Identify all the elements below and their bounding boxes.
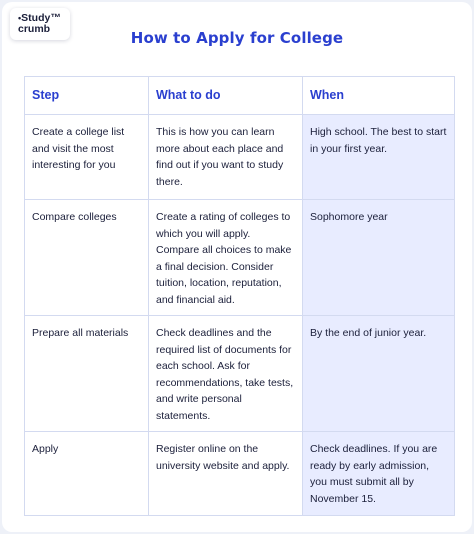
cell-when: By the end of junior year.	[303, 316, 455, 432]
cell-step: Apply	[25, 432, 149, 516]
cell-when: Check deadlines. If you are ready by early admission, you must submit all by November 15.	[303, 432, 455, 516]
cell-when: High school. The best to start in your first year.	[303, 115, 455, 200]
cell-what-to-do: Check deadlines and the required list of documents for each school. Ask for recommendations, take tests, and write personal statements.	[149, 316, 303, 432]
column-header-step: Step	[25, 77, 149, 115]
table-row	[25, 316, 455, 432]
table-row	[25, 200, 455, 316]
cell-what-to-do: Register online on the university website and apply.	[149, 432, 303, 516]
page-title: How to Apply for College	[130, 29, 344, 47]
cell-step: Prepare all materials	[25, 316, 149, 432]
cell-what-to-do: Create a rating of colleges to which you will apply. Compare all choices to make a final decision. Consider tuition, location, reputation, and financial aid.	[149, 200, 303, 316]
logo-word-study: Study	[21, 12, 51, 24]
college-steps-table	[24, 76, 455, 516]
logo-trademark: ™	[50, 12, 61, 24]
column-header-when: When	[303, 77, 455, 115]
logo-dot-mark: •	[18, 13, 22, 23]
cell-step: Create a college list and visit the most interesting for you	[25, 115, 149, 200]
table-header-row	[25, 77, 455, 115]
cell-what-to-do: This is how you can learn more about each place and find out if you want to study there.	[149, 115, 303, 200]
table-row	[25, 115, 455, 200]
cell-step: Compare colleges	[25, 200, 149, 316]
table-row	[25, 432, 455, 516]
cell-when: Sophomore year	[303, 200, 455, 316]
column-header-what-to-do: What to do	[149, 77, 303, 115]
infographic-card	[2, 2, 472, 532]
logo-line-2: crumb	[18, 23, 51, 35]
